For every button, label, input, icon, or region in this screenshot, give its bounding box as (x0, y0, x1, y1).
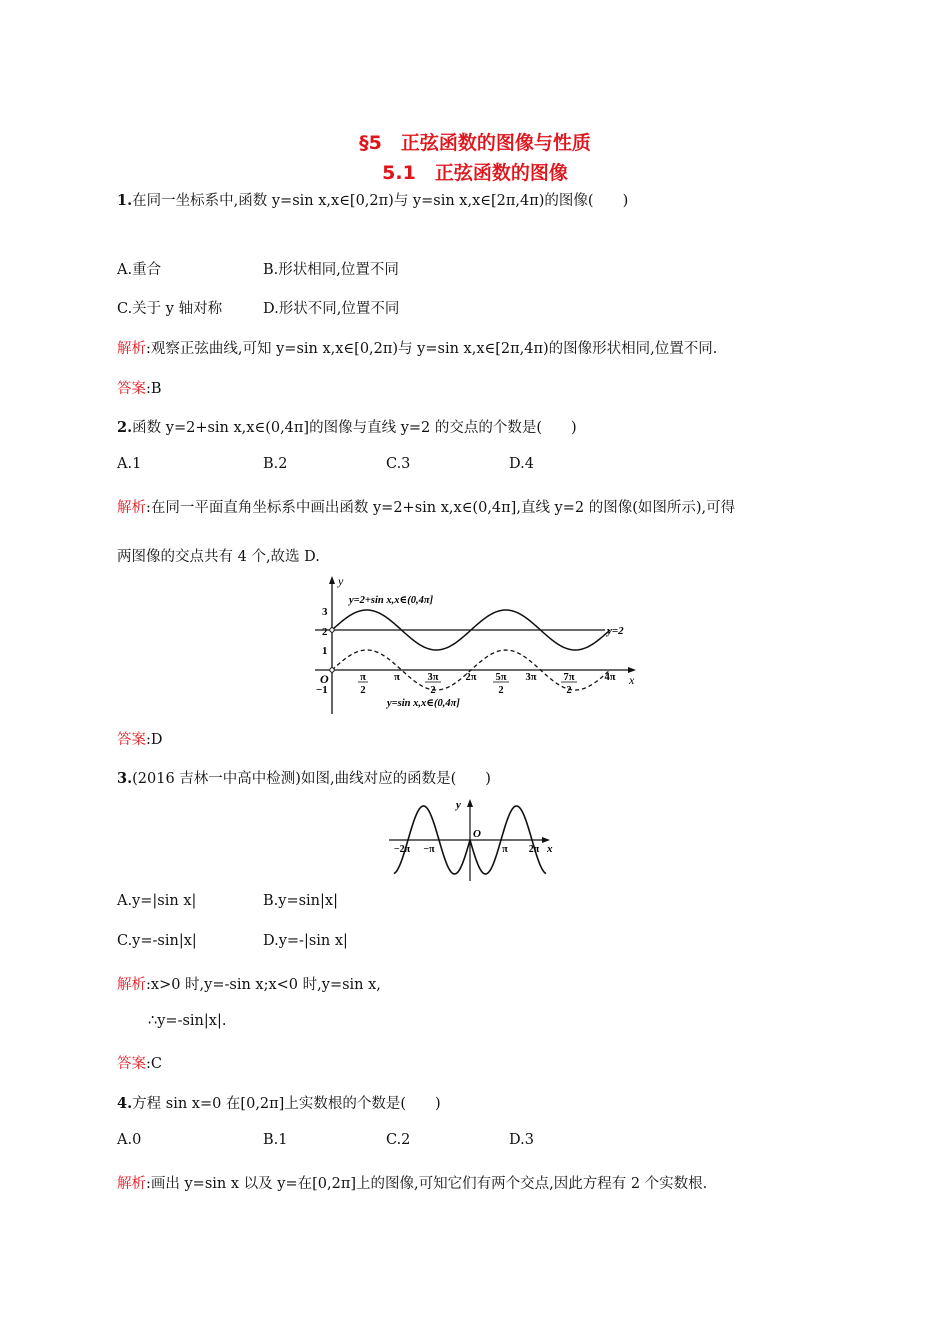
q3-xtick-2pi: 2π (528, 844, 540, 855)
q2-ytick-neg1: −1 (316, 684, 328, 696)
q2-xtick-3pi-2-den: 2 (430, 685, 436, 696)
q1-option-c: C.关于 y 轴对称 (117, 301, 223, 317)
q1-analysis-text: :观察正弦曲线,可知 y=sin x,x∈[0,2π)与 y=sin x,x∈[2π,4π)的图像形状相同,位置不同. (146, 341, 718, 357)
question-1-text: 在同一坐标系中,函数 y=sin x,x∈[0,2π)与 y=sin x,x∈[2π,4π)的图像( ) (132, 193, 629, 209)
q2-answer-text: :D (146, 732, 163, 748)
question-3 (117, 767, 491, 788)
section-title: §5 正弦函数的图像与性质 (359, 132, 591, 154)
q4-option-b: B.1 (263, 1132, 288, 1148)
q1-answer (117, 377, 162, 398)
q2-ytick-2: 2 (322, 626, 328, 638)
q2-xtick-7pi-2-num: 7π (563, 672, 575, 683)
question-2-number: 2. (117, 419, 133, 436)
q3-xtick-negpi: −π (423, 844, 435, 855)
q2-line-label: y=2 (607, 625, 624, 637)
q4-option-c: C.2 (386, 1132, 411, 1148)
q3-option-d: D.y=-|sin x| (263, 933, 348, 949)
question-4 (117, 1092, 441, 1113)
q3-answer-label: 答案 (117, 1056, 146, 1072)
q2-x-label: x (629, 673, 635, 687)
q2-xtick-3pi-2-num: 3π (427, 672, 439, 683)
question-1-number: 1. (117, 192, 133, 209)
q3-answer (117, 1052, 162, 1073)
q3-answer-text: :C (146, 1056, 162, 1072)
q2-xtick-7pi-2-den: 2 (566, 685, 572, 696)
q2-ytick-1: 1 (322, 645, 328, 657)
q2-analysis-label: 解析 (117, 500, 146, 516)
q2-option-a: A.1 (117, 456, 142, 472)
q2-x-ticks (358, 672, 616, 696)
q2-option-c: C.3 (386, 456, 411, 472)
q2-analysis-text-1: :在同一平面直角坐标系中画出函数 y=2+sin x,x∈(0,4π],直线 y=2 的图像(如图所示),可得 (146, 500, 736, 516)
q2-xtick-pi: π (394, 672, 400, 683)
q3-figure (384, 795, 564, 883)
q1-option-b: B.形状相同,位置不同 (263, 262, 399, 278)
q3-origin-label: O (473, 828, 481, 840)
q2-xtick-pi-2-den: 2 (360, 685, 366, 696)
q4-analysis-text: :画出 y=sin x 以及 y=在[0,2π]上的图像,可知它们有两个交点,因此方程有 2 个实数根. (146, 1176, 708, 1192)
q2-xtick-3pi: 3π (525, 672, 537, 683)
q2-option-d: D.4 (509, 456, 534, 472)
q1-analysis (117, 337, 717, 358)
q2-answer-label: 答案 (117, 732, 146, 748)
q2-xtick-4pi: 4π (604, 672, 616, 683)
q1-answer-text: :B (146, 381, 162, 397)
q2-analysis (117, 496, 735, 517)
q2-analysis-continued: 两图像的交点共有 4 个,故选 D. (117, 549, 320, 565)
q3-option-b: B.y=sin|x| (263, 893, 338, 909)
q4-analysis-label: 解析 (117, 1176, 146, 1192)
q1-analysis-label: 解析 (117, 341, 146, 357)
q2-answer (117, 728, 163, 749)
q3-analysis-label: 解析 (117, 977, 146, 993)
question-1 (117, 189, 628, 210)
q2-y-axis (329, 576, 335, 714)
q2-figure (305, 572, 645, 717)
question-2 (117, 416, 577, 437)
q2-curve1-label: y=2+sin x,x∈(0,4π] (349, 595, 434, 606)
q2-open-point-bottom (330, 668, 334, 672)
q4-analysis (117, 1172, 707, 1193)
question-2-text: 函数 y=2+sin x,x∈(0,4π]的图像与直线 y=2 的交点的个数是( ) (132, 420, 577, 436)
question-3-text: (2016 吉林一中高中检测)如图,曲线对应的函数是( ) (132, 771, 491, 787)
q2-xtick-5pi-2-den: 2 (498, 685, 504, 696)
q2-option-b: B.2 (263, 456, 288, 472)
q3-option-a: A.y=|sin x| (117, 893, 197, 909)
q3-y-label: y (456, 799, 461, 811)
q2-xtick-pi-2-num: π (360, 672, 366, 683)
q2-open-point-top (330, 628, 334, 632)
q3-analysis (117, 973, 381, 994)
q3-x-label: x (547, 843, 553, 855)
q2-xtick-2pi: 2π (465, 672, 477, 683)
q1-option-a: A.重合 (117, 262, 162, 278)
q3-xtick-pi: π (502, 844, 508, 855)
q1-option-d: D.形状不同,位置不同 (263, 301, 400, 317)
q3-xtick-neg2pi: −2π (393, 844, 411, 855)
q3-analysis-text-1: :x>0 时,y=-sin x;x<0 时,y=sin x, (146, 977, 381, 993)
q2-y-label: y (338, 574, 344, 588)
q2-origin-label: O (320, 672, 329, 686)
q4-option-a: A.0 (117, 1132, 142, 1148)
q2-curve2-label: y=sin x,x∈(0,4π] (387, 698, 460, 709)
question-4-text: 方程 sin x=0 在[0,2π]上实数根的个数是( ) (132, 1096, 441, 1112)
q1-answer-label: 答案 (117, 381, 146, 397)
q4-option-d: D.3 (509, 1132, 534, 1148)
q2-ytick-3: 3 (322, 606, 328, 618)
subsection-title: 5.1 正弦函数的图像 (382, 162, 568, 184)
q2-xtick-5pi-2-num: 5π (495, 672, 507, 683)
q3-option-c: C.y=-sin|x| (117, 933, 197, 949)
question-3-number: 3. (117, 770, 133, 787)
question-4-number: 4. (117, 1095, 133, 1112)
q3-analysis-conclusion: ∴y=-sin|x|. (148, 1013, 227, 1029)
